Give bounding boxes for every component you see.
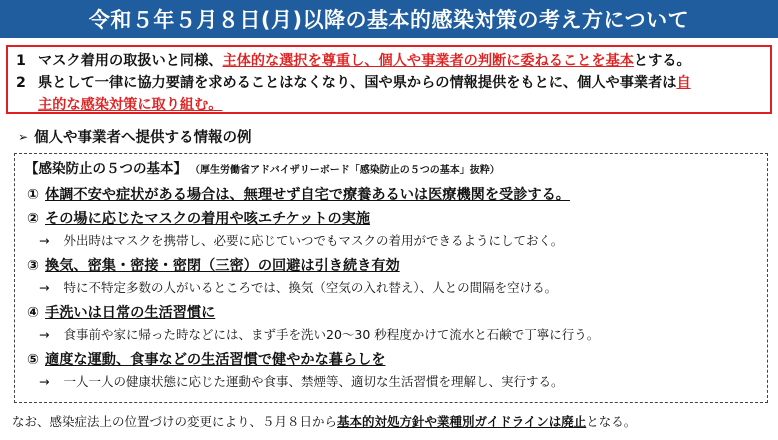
arrowhead-right-icon: ➢: [18, 129, 29, 144]
principle-highlight: 自: [676, 75, 691, 91]
principle-highlight: 主体的な選択を尊重し、個人や事業者の判断に委ねることを基本: [222, 53, 634, 69]
item-note: [25, 374, 757, 390]
basics-box: [14, 153, 768, 403]
principle-highlight: 主的な感染対策に取り組む。: [38, 97, 223, 113]
basic-item-3: [25, 257, 757, 275]
item-note-text: 特に不特定多数の人がいるところでは、換気（空気の入れ替え）、人との間隔を空ける。: [63, 280, 558, 295]
basics-box-title: 【感染防止の５つの基本】: [25, 161, 187, 177]
basic-item-5: [25, 351, 757, 369]
basic-item-4: [25, 304, 757, 322]
page-title: 令和５年５月８日(月)以降の基本的感染対策の考え方について: [88, 8, 690, 32]
footer-note: [12, 412, 636, 430]
section-heading-text: 個人や事業者へ提供する情報の例: [34, 130, 252, 146]
footer-text: なお、感染症法上の位置づけの変更により、５月８日から: [12, 414, 338, 429]
item-note: [25, 233, 757, 249]
principle-1: [16, 51, 762, 71]
item-text: 適度な運動、食事などの生活習慣で健やかな暮らしを: [45, 352, 386, 368]
basics-box-source: （厚生労働省アドバイザリーボード「感染防止の５つの基本」抜粋）: [195, 165, 500, 176]
item-text: 体調不安や症状がある場合は、無理せず自宅で療養あるいは医療機関を受診する。: [45, 187, 570, 203]
principle-text-end: とする。: [633, 53, 691, 69]
footer-underlined: 基本的対処方針や業種別ガイドラインは廃止: [337, 414, 587, 429]
item-number: ⑤: [27, 352, 40, 368]
footer-text-end: となる。: [586, 414, 637, 429]
item-text: 手洗いは日常の生活習慣に: [45, 305, 216, 321]
basic-item-2: [25, 210, 757, 228]
arrow-right-icon: →: [39, 374, 50, 389]
item-text: 換気、密集・密接・密閉（三密）の回避は引き続き有効: [45, 258, 400, 274]
arrow-right-icon: →: [39, 327, 50, 342]
principle-text: マスク着用の取扱いと同様、: [38, 53, 223, 69]
item-number: ④: [27, 305, 40, 321]
item-note-text: 一人一人の健康状態に応じた運動や食事、禁煙等、適切な生活習慣を理解し、実行する。: [63, 374, 564, 389]
arrow-right-icon: →: [39, 233, 50, 248]
item-number: ①: [27, 187, 40, 203]
basic-item-1: [25, 186, 757, 204]
arrow-right-icon: →: [39, 280, 50, 295]
item-note: [25, 280, 757, 296]
principle-2-continued: [16, 95, 762, 115]
principles-box: [6, 45, 772, 114]
principle-2: [16, 73, 762, 93]
basics-box-header: [25, 159, 757, 180]
principle-number: 1: [16, 53, 26, 69]
principle-text: 県として一律に協力要請を求めることはなくなり、国や県からの情報提供をもとに、個人や事業者は: [38, 75, 677, 91]
section-heading: [18, 126, 252, 147]
item-number: ②: [27, 211, 40, 227]
item-note-text: 食事前や家に帰った時などには、まず手を洗い20～30 秒程度かけて流水と石鹸で丁寧に行う。: [63, 327, 600, 342]
item-text: その場に応じたマスクの着用や咳エチケットの実施: [45, 211, 371, 227]
item-number: ③: [27, 258, 40, 274]
item-note: [25, 327, 757, 343]
title-bar: [0, 0, 778, 38]
principle-number: 2: [16, 75, 26, 91]
item-note-text: 外出時はマスクを携帯し、必要に応じていつでもマスクの着用ができるようにしておく。: [63, 233, 564, 248]
